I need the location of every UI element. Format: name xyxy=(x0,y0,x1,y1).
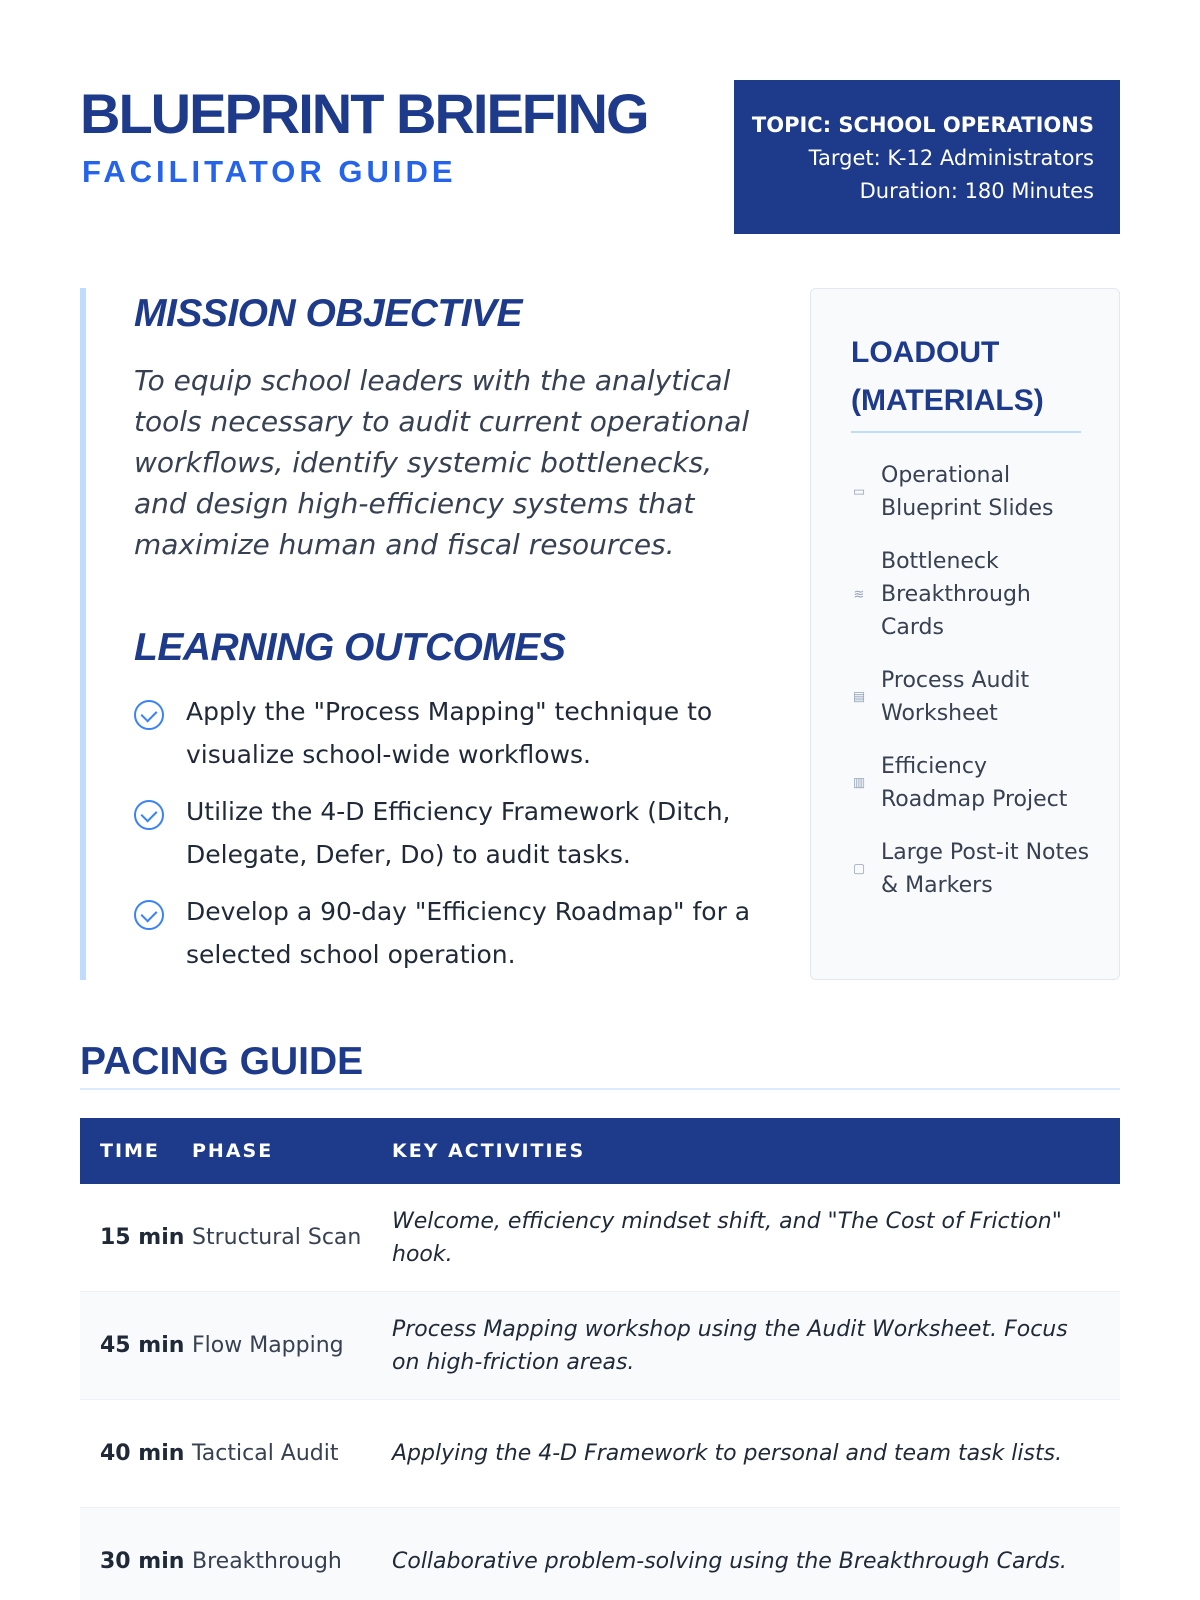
table-row xyxy=(80,1400,1120,1508)
page-subtitle: FACILITATOR GUIDE xyxy=(82,154,457,189)
divider xyxy=(80,1088,1120,1090)
check-circle-icon xyxy=(134,700,164,730)
mission-heading: MISSION OBJECTIVE xyxy=(134,292,523,335)
list-item xyxy=(134,690,764,776)
cell-activity: Welcome, efficiency mindset shift, and "The Cost of Friction" hook. xyxy=(392,1208,1062,1267)
column-header-time: TIME xyxy=(100,1139,160,1162)
pacing-table xyxy=(80,1118,1120,1600)
material-label: Process Audit Worksheet xyxy=(881,668,1030,726)
pacing-heading: PACING GUIDE xyxy=(80,1040,364,1083)
material-label: Bottleneck Breakthrough Cards xyxy=(881,549,1031,640)
layers-icon: ≋ xyxy=(853,587,865,602)
outcomes-heading: LEARNING OUTCOMES xyxy=(134,626,566,669)
header xyxy=(80,80,1120,234)
check-circle-icon xyxy=(134,900,164,930)
map-icon: ▥ xyxy=(852,775,866,791)
loadout-panel xyxy=(810,288,1120,980)
material-label: Efficiency Roadmap Project xyxy=(881,754,1068,812)
cell-activity: Process Mapping workshop using the Audit Worksheet. Focus on high-friction areas. xyxy=(392,1316,1068,1375)
cell-phase: Flow Mapping xyxy=(192,1333,344,1358)
outcome-text: Utilize the 4-D Efficiency Framework (Ditch, Delegate, Defer, Do) to audit tasks. xyxy=(186,797,731,869)
table-row xyxy=(80,1184,1120,1292)
cell-phase: Tactical Audit xyxy=(192,1441,339,1466)
material-label: Large Post-it Notes & Markers xyxy=(881,840,1090,898)
list-item xyxy=(851,750,1091,816)
presentation-icon: ▭ xyxy=(852,484,866,500)
materials-list xyxy=(851,459,1091,922)
target-label: Target: K-12 Administrators xyxy=(808,146,1094,170)
mission-text: To equip school leaders with the analytical tools necessary to audit current operational workflows, identify systemic bottlenecks, and design high-efficiency systems that maximize human and fiscal resources. xyxy=(134,364,750,561)
list-item xyxy=(134,790,764,876)
list-item xyxy=(851,545,1091,644)
sticky-note-icon: ▢ xyxy=(852,861,866,877)
cell-activity: Applying the 4-D Framework to personal and team task lists. xyxy=(392,1441,1063,1466)
table-header xyxy=(80,1118,1120,1184)
cell-phase: Breakthrough xyxy=(192,1549,342,1574)
document-icon: ▤ xyxy=(852,689,866,705)
list-item xyxy=(851,836,1091,902)
mission-column xyxy=(80,288,760,980)
cell-time: 40 min xyxy=(100,1441,185,1466)
cell-time: 15 min xyxy=(100,1225,185,1250)
list-item xyxy=(851,664,1091,730)
table-row xyxy=(80,1508,1120,1600)
column-header-activities: KEY ACTIVITIES xyxy=(392,1139,586,1162)
loadout-heading: LOADOUT (MATERIALS) xyxy=(851,329,1081,433)
topic-box xyxy=(734,80,1120,234)
outcome-text: Apply the "Process Mapping" technique to visualize school-wide workflows. xyxy=(186,697,713,769)
outcome-text: Develop a 90-day "Efficiency Roadmap" for a selected school operation. xyxy=(186,897,751,969)
list-item xyxy=(134,890,764,976)
check-circle-icon xyxy=(134,800,164,830)
cell-time: 30 min xyxy=(100,1549,185,1574)
cell-activity: Collaborative problem-solving using the Breakthrough Cards. xyxy=(392,1549,1067,1574)
duration-label: Duration: 180 Minutes xyxy=(859,179,1094,203)
cell-phase: Structural Scan xyxy=(192,1225,362,1250)
topic-label: TOPIC: SCHOOL OPERATIONS xyxy=(751,113,1094,137)
page-title: BLUEPRINT BRIEFING xyxy=(80,82,648,145)
column-header-phase: PHASE xyxy=(192,1139,274,1162)
outcomes-list xyxy=(134,690,764,990)
material-label: Operational Blueprint Slides xyxy=(881,463,1054,521)
list-item xyxy=(851,459,1091,525)
table-row xyxy=(80,1292,1120,1400)
cell-time: 45 min xyxy=(100,1333,185,1358)
